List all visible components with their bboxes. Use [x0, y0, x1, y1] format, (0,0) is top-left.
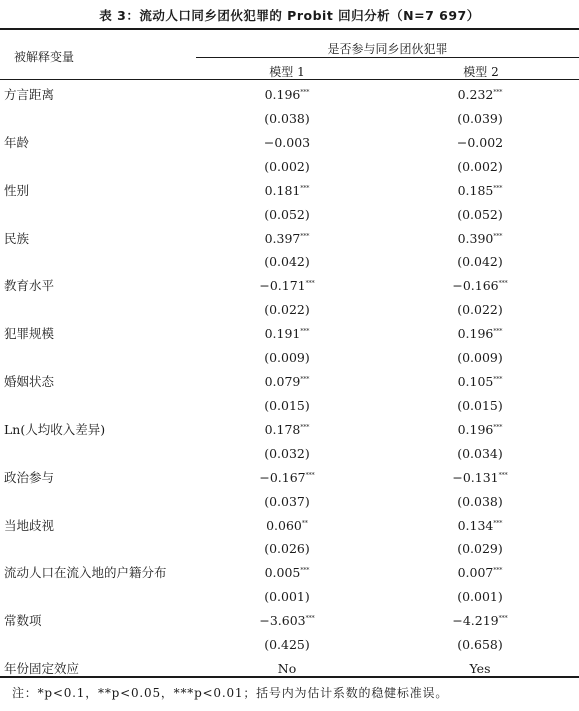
model-1-cell: [227, 274, 347, 298]
model-2-cell: [420, 179, 540, 203]
header-dependent-variable: 被解释变量: [14, 50, 75, 64]
row-label: 民族: [4, 230, 30, 246]
table-row: [0, 609, 579, 633]
cell-value: (0.039): [457, 110, 503, 126]
significance-stars: ***: [493, 519, 503, 527]
cell-value: −3.603: [259, 613, 306, 629]
header-model-2: 模型 2: [463, 65, 499, 79]
significance-stars: ***: [300, 423, 310, 431]
cell-value: 0.191: [264, 326, 301, 342]
cell-value: −0.166: [452, 278, 499, 294]
table-row: [0, 514, 579, 538]
model-2-cell: [420, 418, 540, 442]
model-2-cell: [420, 203, 540, 227]
table-row-se: [0, 203, 579, 227]
model-2-cell: [420, 346, 540, 370]
cell-value: (0.032): [264, 445, 310, 461]
cell-value: 0.196: [264, 87, 301, 102]
model-1-cell: [227, 107, 347, 131]
row-label: 年份固定效应: [4, 661, 80, 677]
model-1-cell: [227, 227, 347, 251]
model-1-cell: [227, 585, 347, 609]
cell-value: (0.026): [264, 541, 310, 557]
row-label: 婚姻状态: [4, 374, 55, 390]
cell-value: −0.003: [263, 134, 311, 150]
cell-value: 0.397: [264, 230, 301, 246]
model-2-cell: [420, 442, 540, 466]
significance-stars: ***: [493, 89, 503, 96]
model-2-cell: [420, 227, 540, 251]
cell-value: −4.219: [452, 613, 499, 629]
significance-stars: ***: [300, 328, 310, 336]
table-row: [0, 370, 579, 394]
table-row-se: [0, 394, 579, 418]
cell-value: (0.038): [457, 493, 503, 509]
model-2-cell: [420, 107, 540, 131]
header-column-group: 是否参与同乡团伙犯罪: [327, 42, 448, 56]
cell-value: (0.001): [264, 589, 310, 605]
significance-stars: ***: [300, 376, 310, 384]
model-2-cell: [420, 83, 540, 107]
table-row: [0, 322, 579, 346]
significance-stars: ***: [493, 184, 503, 192]
model-1-cell: [227, 370, 347, 394]
model-1-cell: [227, 322, 347, 346]
significance-stars: ***: [498, 280, 508, 288]
cell-value: (0.425): [264, 637, 310, 653]
cell-value: (0.029): [457, 541, 503, 557]
row-label: 年龄: [4, 134, 30, 150]
significance-stars: ***: [493, 376, 503, 384]
model-2-cell: [420, 633, 540, 657]
model-2-cell: [420, 370, 540, 394]
cell-value: No: [277, 661, 297, 677]
header-bottom-rule: [0, 79, 579, 80]
significance-stars: ***: [498, 471, 508, 479]
model-1-cell: [227, 250, 347, 274]
row-label: 教育水平: [4, 278, 55, 294]
significance-stars: ***: [493, 423, 503, 431]
row-label: Ln(人均收入差异): [4, 421, 106, 437]
significance-stars: ***: [300, 89, 310, 96]
table-row: [0, 561, 579, 585]
model-1-cell: [227, 490, 347, 514]
cell-value: −0.167: [259, 469, 306, 485]
cell-value: 0.105: [457, 374, 494, 390]
cell-value: (0.658): [457, 637, 503, 653]
cell-value: (0.009): [264, 350, 310, 366]
table-row: [0, 466, 579, 490]
model-1-cell: [227, 203, 347, 227]
cell-value: −0.171: [259, 278, 306, 294]
table-row-se: [0, 155, 579, 179]
model-1-cell: [227, 442, 347, 466]
model-2-cell: [420, 298, 540, 322]
model-1-cell: [227, 633, 347, 657]
significance-stars: ***: [493, 328, 503, 336]
cell-value: (0.052): [264, 206, 310, 222]
cell-value: 0.181: [264, 182, 301, 198]
model-1-cell: [227, 346, 347, 370]
model-1-cell: [227, 131, 347, 155]
cell-value: (0.034): [457, 445, 503, 461]
table-row-se: [0, 537, 579, 561]
model-2-cell: [420, 322, 540, 346]
table-row: [0, 274, 579, 298]
significance-stars: ***: [305, 471, 315, 479]
significance-stars: ***: [300, 184, 310, 192]
row-label: 方言距离: [4, 87, 55, 102]
model-1-cell: [227, 83, 347, 107]
row-label: 常数项: [4, 613, 42, 629]
model-2-cell: [420, 274, 540, 298]
model-2-cell: [420, 585, 540, 609]
cell-value: (0.042): [264, 254, 310, 270]
significance-stars: ***: [305, 280, 315, 288]
significance-stars: **: [301, 519, 308, 527]
significance-stars: ***: [493, 232, 503, 240]
cell-value: (0.022): [264, 302, 310, 318]
cell-value: 0.185: [457, 182, 494, 198]
cell-value: (0.052): [457, 206, 503, 222]
cell-value: 0.196: [457, 421, 494, 437]
cell-value: (0.015): [264, 397, 310, 413]
top-rule: [0, 28, 579, 30]
model-1-cell: [227, 466, 347, 490]
model-1-cell: [227, 298, 347, 322]
cell-value: (0.002): [457, 158, 503, 174]
model-2-cell: [420, 250, 540, 274]
cell-value: Yes: [469, 661, 491, 677]
cell-value: (0.042): [457, 254, 503, 270]
cell-value: 0.178: [264, 421, 301, 437]
model-1-cell: [227, 561, 347, 585]
cell-value: 0.196: [457, 326, 494, 342]
row-label: 当地歧视: [4, 517, 55, 533]
row-label: 犯罪规模: [4, 326, 55, 342]
model-2-cell: [420, 394, 540, 418]
table-row-se: [0, 442, 579, 466]
table-row-se: [0, 490, 579, 514]
table-row: [0, 418, 579, 442]
cell-value: 0.390: [457, 230, 494, 246]
model-1-cell: [227, 609, 347, 633]
model-1-cell: [227, 514, 347, 538]
significance-stars: ***: [498, 615, 508, 623]
model-1-cell: [227, 418, 347, 442]
cell-value: (0.015): [457, 397, 503, 413]
significance-stars: ***: [493, 567, 503, 575]
table-row-se: [0, 298, 579, 322]
bottom-rule: [0, 676, 579, 678]
header-model-1: 模型 1: [269, 65, 305, 79]
model-2-cell: [420, 537, 540, 561]
cell-value: (0.038): [264, 110, 310, 126]
row-label: 流动人口在流入地的户籍分布: [4, 565, 167, 581]
table-row-se: [0, 633, 579, 657]
table-row: [0, 179, 579, 203]
table-row-se: [0, 250, 579, 274]
model-2-cell: [420, 131, 540, 155]
row-label: 政治参与: [4, 469, 55, 485]
model-2-cell: [420, 561, 540, 585]
table-row-se: [0, 107, 579, 131]
cell-value: 0.079: [264, 374, 301, 390]
table-row-se: [0, 585, 579, 609]
model-1-cell: [227, 394, 347, 418]
cell-value: 0.134: [457, 517, 494, 533]
significance-stars: ***: [300, 232, 310, 240]
cell-value: (0.002): [264, 158, 310, 174]
model-2-cell: [420, 155, 540, 179]
cell-value: (0.009): [457, 350, 503, 366]
cell-value: 0.060: [266, 517, 302, 533]
cell-value: 0.007: [457, 565, 494, 581]
significance-stars: ***: [300, 567, 310, 575]
row-label: 性别: [4, 182, 30, 198]
cell-value: −0.131: [452, 469, 499, 485]
model-2-cell: [420, 466, 540, 490]
model-1-cell: [227, 155, 347, 179]
model-2-cell: [420, 490, 540, 514]
model-1-cell: [227, 179, 347, 203]
cell-value: 0.005: [264, 565, 301, 581]
table-row: [0, 83, 579, 107]
cell-value: −0.002: [456, 134, 504, 150]
cell-value: (0.001): [457, 589, 503, 605]
table-note: 注：*p<0.1，**p<0.05，***p<0.01；括号内为估计系数的稳健标准误。: [12, 686, 449, 700]
cell-value: 0.232: [457, 87, 494, 102]
cell-value: (0.037): [264, 493, 310, 509]
significance-stars: ***: [305, 615, 315, 623]
table-row-se: [0, 346, 579, 370]
cell-value: (0.022): [457, 302, 503, 318]
model-2-cell: [420, 514, 540, 538]
table-row: [0, 131, 579, 155]
table-row: [0, 227, 579, 251]
table-title: 表 3：流动人口同乡团伙犯罪的 Probit 回归分析（N=7 697）: [99, 8, 480, 23]
model-1-cell: [227, 537, 347, 561]
group-underline: [196, 57, 579, 58]
model-2-cell: [420, 609, 540, 633]
